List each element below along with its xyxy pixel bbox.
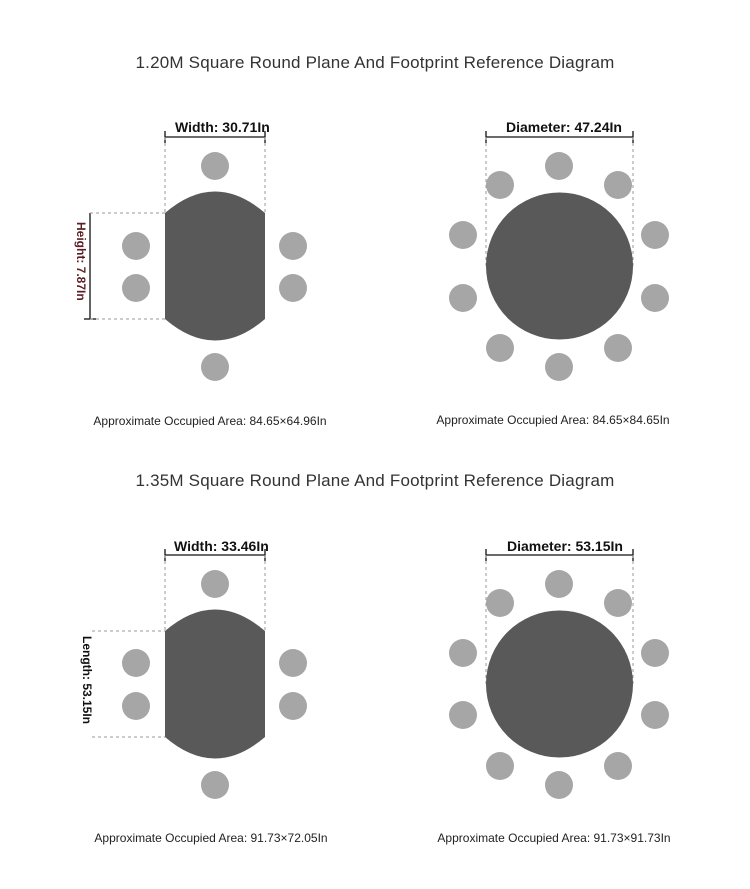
chair	[449, 284, 477, 312]
chair	[449, 221, 477, 249]
square-area-label: Approximate Occupied Area: 84.65×64.96In	[93, 414, 327, 428]
width-label: Width: 33.46In	[174, 538, 269, 554]
chair	[279, 232, 307, 260]
chair	[122, 692, 150, 720]
chair	[122, 274, 150, 302]
chair	[279, 692, 307, 720]
chair	[486, 334, 514, 362]
square-table-diagram-2	[92, 549, 307, 799]
chair	[641, 639, 669, 667]
chair	[545, 353, 573, 381]
chair	[545, 771, 573, 799]
chair	[201, 570, 229, 598]
diameter-label: Diameter: 47.24In	[506, 119, 622, 135]
width-label: Width: 30.71In	[175, 119, 270, 135]
diameter-label: Diameter: 53.15In	[507, 538, 623, 554]
chair	[201, 152, 229, 180]
square-table-diagram-1	[84, 131, 307, 381]
square-area-label: Approximate Occupied Area: 91.73×72.05In	[94, 831, 328, 845]
round-area-label: Approximate Occupied Area: 91.73×91.73In	[437, 831, 671, 845]
chair	[122, 232, 150, 260]
chair	[641, 701, 669, 729]
chair	[641, 284, 669, 312]
chair	[604, 334, 632, 362]
height-label: Height: 7.87In	[74, 222, 88, 301]
chair	[604, 589, 632, 617]
chair	[545, 152, 573, 180]
round-table-diagram-1	[449, 131, 669, 381]
chair	[201, 353, 229, 381]
chair	[449, 639, 477, 667]
chair	[449, 701, 477, 729]
section-1-title: 1.20M Square Round Plane And Footprint Reference Diagram	[135, 53, 615, 72]
chair	[486, 752, 514, 780]
square-table	[165, 610, 265, 759]
chair	[279, 274, 307, 302]
chair	[604, 752, 632, 780]
chair	[486, 589, 514, 617]
chair	[486, 171, 514, 199]
chair	[604, 171, 632, 199]
chair	[279, 649, 307, 677]
round-table	[486, 611, 633, 758]
length-label: Length: 53.15In	[80, 636, 94, 725]
chair	[201, 771, 229, 799]
section-2-title: 1.35M Square Round Plane And Footprint Reference Diagram	[135, 471, 615, 490]
round-table-diagram-2	[449, 549, 669, 799]
square-table	[165, 192, 265, 341]
chair	[545, 570, 573, 598]
chair	[122, 649, 150, 677]
round-table	[486, 193, 633, 340]
chair	[641, 221, 669, 249]
round-area-label: Approximate Occupied Area: 84.65×84.65In	[436, 413, 670, 427]
